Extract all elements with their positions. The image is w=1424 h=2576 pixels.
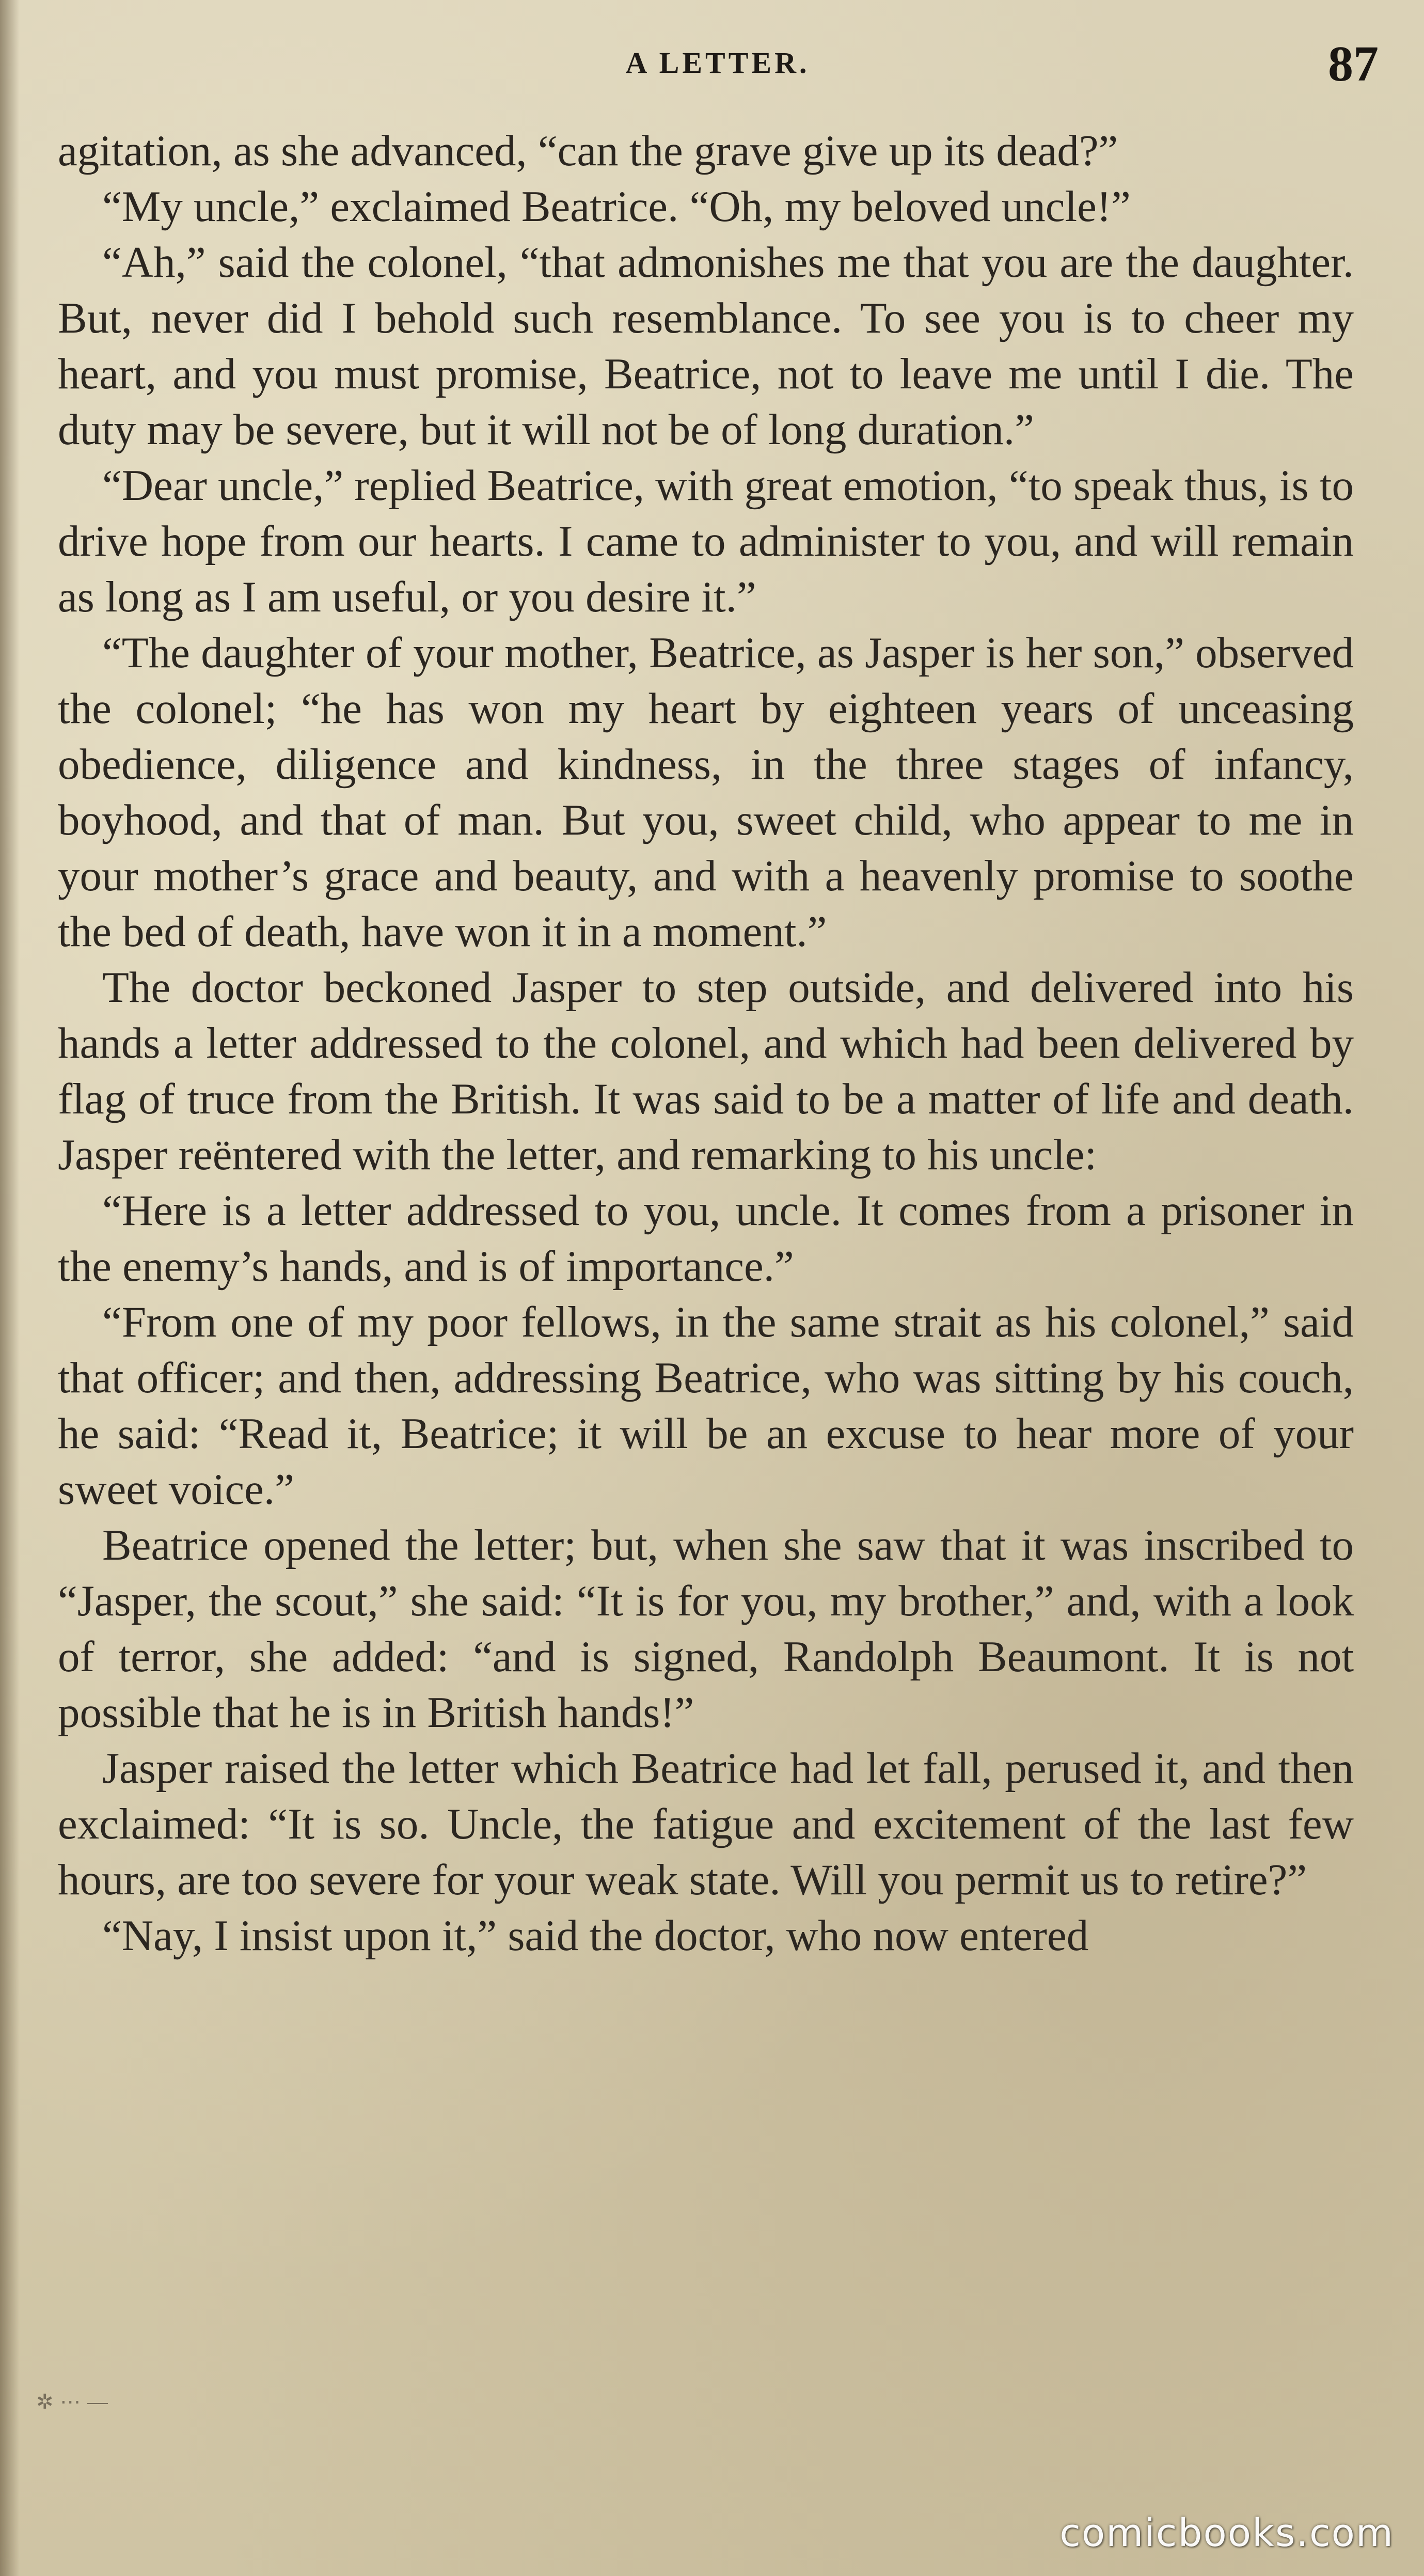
paragraph: “Here is a letter addressed to you, uncle. It comes from a prisoner in the enemy’s hands, and is of importance.” bbox=[58, 1186, 1354, 1291]
running-head bbox=[57, 31, 1379, 108]
paragraph: “From one of my poor fellows, in the same strait as his colonel,” said that officer; and then, addressing Beatrice, who was sitting by his couch, he said: “Read it, Beatrice; it will be an excuse to hear more of your sweet voice.” bbox=[58, 1298, 1354, 1514]
paragraph: “My uncle,” exclaimed Beatrice. “Oh, my beloved uncle!” bbox=[102, 182, 1131, 231]
body-text bbox=[58, 123, 1354, 2364]
page-gutter-shadow bbox=[0, 0, 20, 2576]
page-number: 87 bbox=[1328, 36, 1379, 92]
paragraph: Jasper raised the letter which Beatrice had let fall, perused it, and then exclaimed: “It is so. Uncle, the fatigue and excitement of the last few hours, are too severe for your weak state. Will you permit us to retire?” bbox=[58, 1744, 1354, 1904]
paragraph: The doctor beckoned Jasper to step outside, and delivered into his hands a letter addressed to the colonel, and which had been delivered by flag of truce from the British. It was said to be a matter of life and death. Jasper reëntered with the letter, and remarking to his uncle: bbox=[58, 963, 1354, 1179]
paragraph: “Dear uncle,” replied Beatrice, with great emotion, “to speak thus, is to drive hope from our hearts. I came to administer to you, and will remain as long as I am useful, or you desire it.” bbox=[58, 461, 1354, 621]
paragraph: “Ah,” said the colonel, “that admonishes me that you are the daughter. But, never did I behold such resemblance. To see you is to cheer my heart, and you must promise, Beatrice, not to leave me until I die. The duty may be severe, but it will not be of long duration.” bbox=[58, 238, 1354, 454]
chapter-running-title: A LETTER. bbox=[625, 46, 810, 80]
paragraph: agitation, as she advanced, “can the grave give up its dead?” bbox=[58, 127, 1118, 175]
paragraph: “Nay, I insist upon it,” said the doctor, who now entered bbox=[102, 1911, 1089, 1960]
site-watermark: comicbooks.com bbox=[1059, 2511, 1394, 2555]
printer-smudge-mark: ✲ ⋯ ⎯⎯ bbox=[36, 2390, 108, 2414]
paragraph: “The daughter of your mother, Beatrice, as Jasper is her son,” observed the colonel; “he has won my heart by eighteen years of unceasing obedience, diligence and kindness, in the three stages of infancy, boyhood, and that of man. But you, sweet child, who appear to me in your mother’s grace and beauty, and with a heavenly promise to soothe the bed of death, have won it in a moment.” bbox=[58, 629, 1354, 956]
paragraph: Beatrice opened the letter; but, when she saw that it was inscribed to “Jasper, the scout,” she said: “It is for you, my brother,” and, with a look of terror, she added: “and is signed, Randolph Beaumont. It is not possible that he is in British hands!” bbox=[58, 1521, 1354, 1737]
